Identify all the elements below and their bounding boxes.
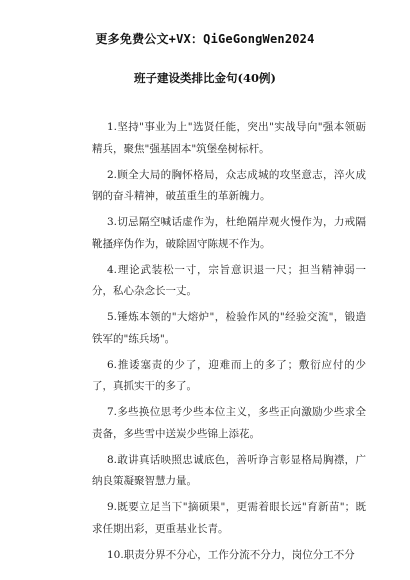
list-item: 8.敢讲真话映照忠诚底色，善听诤言彰显格局胸襟，广纳良策凝聚智慧力量。 (92, 453, 366, 487)
list-item: 2.顾全大局的胸怀格局，众志成城的攻坚意志，淬火成钢的奋斗精神，破茧重生的革新魄力。 (92, 168, 366, 202)
item-list (92, 117, 366, 571)
list-item: 1.坚持"事业为上"选贤任能，突出"实战导向"强本领砺精兵，聚焦"强基固本"筑堡垒树标杆。 (92, 121, 366, 155)
list-item: 5.锤炼本领的"大熔炉"，检验作风的"经验交流"，锻造铁军的"练兵场"。 (92, 311, 366, 345)
list-item: 7.多些换位思考少些本位主义，多些正向激励少些求全责备，多些雪中送炭少些锦上添花。 (92, 406, 366, 440)
list-item: 3.切忌隔空喊话虚作为，杜绝隔岸观火慢作为，力戒隔靴搔痒伪作为，破除固守陈规不作为。 (92, 216, 366, 250)
page-header: 更多免费公文+VX：QiGeGongWen2024 (95, 32, 315, 46)
document-title: 班子建设类排比金句(40例) (134, 71, 276, 85)
list-item: 10.职责分界不分心，工作分流不分力，岗位分工不分 (107, 548, 355, 561)
list-item: 9.既要立足当下"摘硕果"，更需着眼长远"育新苗"；既求任期出彩，更重基业长青。 (92, 501, 366, 535)
list-item: 4.理论武装松一寸，宗旨意识退一尺；担当精神弱一分，私心杂念长一丈。 (92, 263, 366, 297)
list-item: 6.推诿塞责的少了，迎难而上的多了；敷衍应付的少了，真抓实干的多了。 (92, 358, 366, 392)
